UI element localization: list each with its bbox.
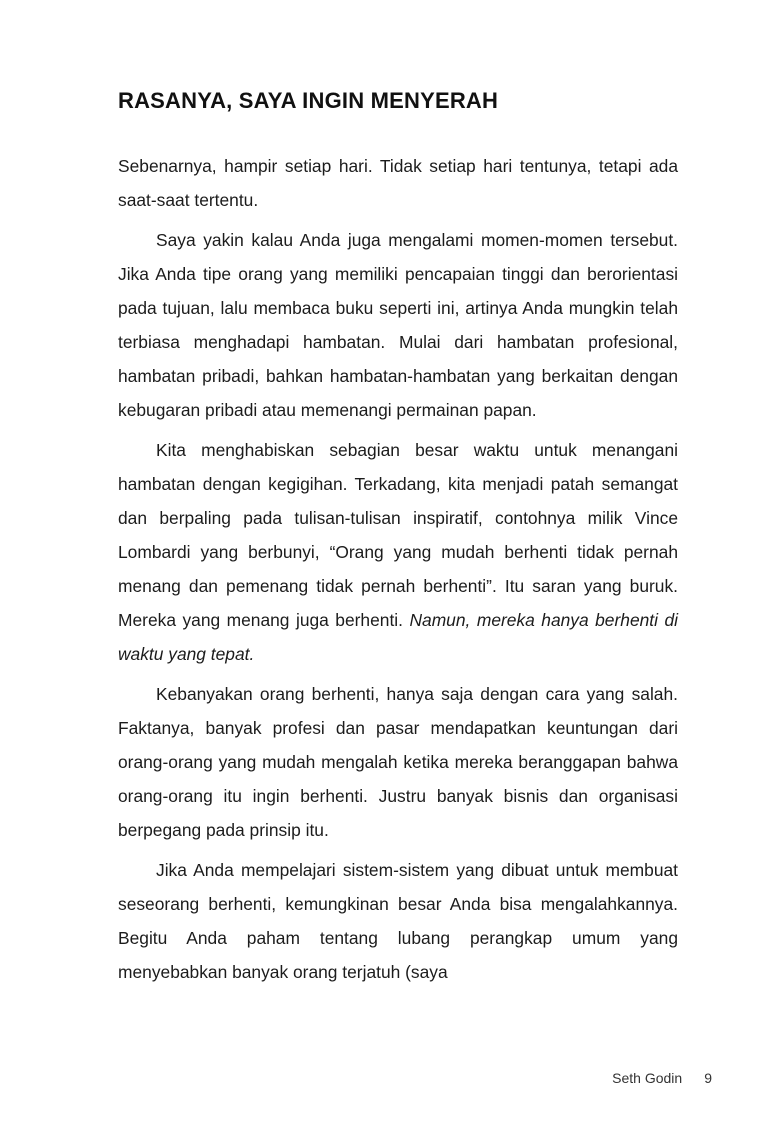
chapter-title: RASANYA, SAYA INGIN MENYERAH (118, 88, 499, 113)
paragraph-2 (118, 223, 678, 427)
paragraph-3 (118, 433, 678, 671)
paragraph-4-text: Kebanyakan orang berhenti, hanya saja dengan cara yang salah. Faktanya, banyak profesi dan pasar mendapatkan keuntungan dari orang-orang yang mudah mengalah ketika mereka beranggapan bahwa orang-orang itu ingin berhenti. Justru banyak bisnis dan organisasi berpegang pada prinsip itu. (118, 684, 678, 840)
paragraph-1 (118, 149, 678, 217)
paragraph-2-text: Saya yakin kalau Anda juga mengalami momen-momen tersebut. Jika Anda tipe orang yang memiliki pencapaian tinggi dan berorientasi pada tujuan, lalu membaca buku seperti ini, artinya Anda mungkin telah terbiasa menghadapi hambatan. Mulai dari hambatan profesional, hambatan pribadi, bahkan hambatan-hambatan yang berkaitan dengan kebugaran pribadi atau memenangi permainan papan. (118, 230, 678, 420)
page-number: 9 (704, 1070, 712, 1086)
paragraph-4 (118, 677, 678, 847)
body-text (118, 149, 678, 995)
paragraph-5 (118, 853, 678, 989)
paragraph-5-text: Jika Anda mempelajari sistem-sistem yang dibuat untuk membuat seseorang berhenti, kemungkinan besar Anda bisa mengalahkannya. Begitu Anda paham tentang lubang perangkap umum yang menyebabkan banyak orang terjatuh (saya (118, 860, 678, 982)
footer-author: Seth Godin (612, 1070, 683, 1086)
paragraph-3-text: Kita menghabiskan sebagian besar waktu untuk menangani hambatan dengan kegigihan. Terkadang, kita menjadi patah semangat dan berpaling pada tulisan-tulisan inspiratif, contohnya milik Vince Lombardi yang berbunyi, “Orang yang mudah berhenti tidak pernah menang dan pemenang tidak pernah berhenti”. Itu saran yang buruk. Mereka yang menang juga berhenti. (118, 440, 678, 630)
paragraph-3-italic: Namun, mereka hanya berhenti di waktu yang tepat. (118, 610, 678, 664)
page-footer (612, 1070, 712, 1086)
paragraph-1-text: Sebenarnya, hampir setiap hari. Tidak setiap hari tentunya, tetapi ada saat-saat tertentu. (118, 156, 678, 210)
